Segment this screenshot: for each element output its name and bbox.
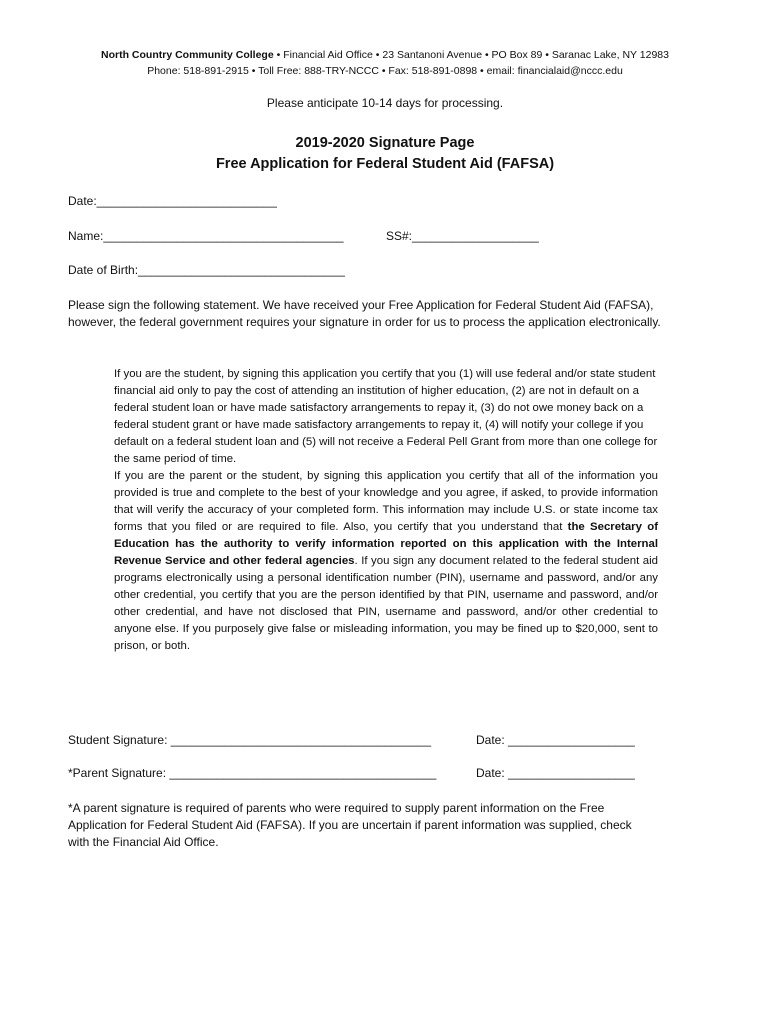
date-field[interactable]: Date:___________________________ (68, 194, 277, 208)
processing-notice: Please anticipate 10-14 days for processing. (266, 96, 504, 110)
parent-signature-date[interactable]: Date: ___________________ (476, 766, 635, 780)
letterhead (0, 47, 770, 79)
intro-paragraph: Please sign the following statement. We have received your Free Application for Federal Student Aid (FAFSA), however, the federal government requires your signature in order for us to process the application electronically. (68, 298, 661, 329)
title-year-line: 2019-2020 Signature Page (295, 135, 475, 151)
student-signature-date[interactable]: Date: ___________________ (476, 733, 635, 747)
parent-signature-line[interactable]: *Parent Signature: ________________________________________ (68, 766, 437, 780)
student-signature-line[interactable]: Student Signature: _______________________________________ (68, 733, 432, 747)
parent-certification (114, 468, 658, 655)
student-certification: If you are the student, by signing this application you certify that you (1) will use federal and/or state student financial aid only to pay the cost of attending an institution of higher education, (2) are not in default on a federal student loan or have made satisfactory arrangements to repay it, (3) do not owe money back on a federal student grant or have made satisfactory arrangements to repay it, (4) will notify your college if you default on a federal student loan and (5) will not receive a Federal Pell Grant from more than one college for the same period of time. (114, 368, 658, 465)
parent-certification-text-b: . If you sign any document related to the federal student aid programs electronically using a personal identification number (PIN), username and password, and/or any other credential, you certify that you are the person identified by that PIN, username and password, and/or other credential, and have not disclosed that PIN, username and password, and/or other credential to anyone else. If you purposely give false or misleading information, you may be fined up to $20,000, sent to prison, or both. (114, 555, 658, 652)
document-title (0, 133, 770, 175)
contact-line: Phone: 518-891-2915 • Toll Free: 888-TRY-NCCC • Fax: 518-891-0898 • email: financialaid@nccc.edu (147, 65, 623, 77)
parent-certification-text-a: If you are the parent or the student, by signing this application you certify that all of the information you provided is true and complete to the best of your knowledge and you agree, if asked, to provide information that will verify the accuracy of your completed form. This information may include U.S. or state income tax forms that you filed or are required to file. Also, you certify that you understand that (114, 470, 658, 533)
address-line (0, 47, 770, 63)
college-name: North Country Community College (101, 49, 274, 61)
title-form-line: Free Application for Federal Student Aid (FAFSA) (215, 156, 555, 172)
name-field[interactable]: Name:____________________________________ (68, 229, 344, 243)
certification-statement (114, 366, 658, 655)
secretary-authority-text: the Secretary of Education has the authority to verify information reported on this application with the Internal Revenue Service and other federal agencies (114, 521, 658, 567)
ssn-field[interactable]: SS#:___________________ (386, 229, 539, 243)
date-of-birth-field[interactable]: Date of Birth:_______________________________ (68, 263, 345, 277)
office-address: • Financial Aid Office • 23 Santanoni Avenue • PO Box 89 • Saranac Lake, NY 12983 (273, 49, 669, 61)
parent-signature-footnote: *A parent signature is required of parents who were required to supply parent information on the Free Application for Federal Student Aid (FAFSA). If you are uncertain if parent information was supplied, check with the Financial Aid Office. (68, 801, 632, 849)
